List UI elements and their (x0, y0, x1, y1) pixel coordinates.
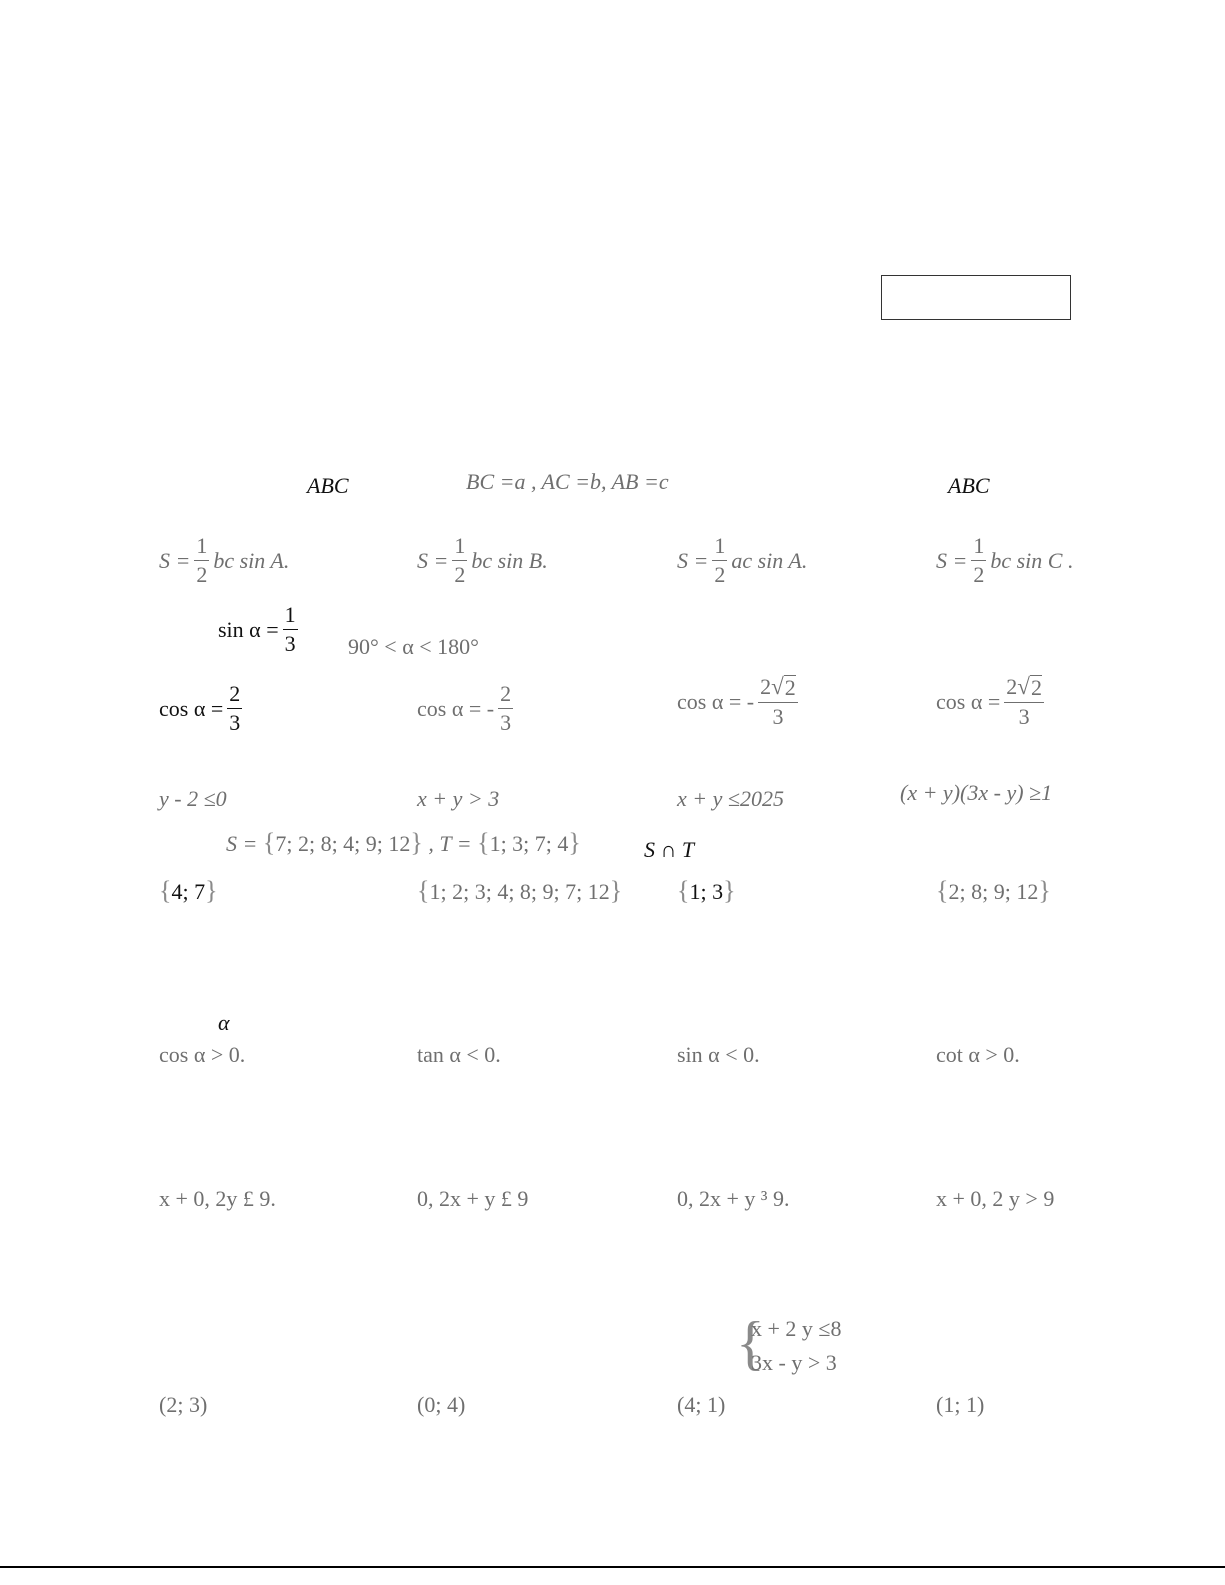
cos-option-c: cos α = - 2 √ 2 3 (677, 673, 796, 730)
alpha-option-d: cot α > 0. (936, 1042, 1020, 1067)
ineq-option-d: (x + y)(3x - y) ≥1 (900, 780, 1053, 805)
cos-option-b: cos α = - $\frac{2}{3}$ (417, 681, 512, 735)
linear-option-c: 0, 2x + y ³ 9. (677, 1186, 790, 1211)
sets-option-b: {1; 2; 3; 4; 8; 9; 7; 12} (417, 876, 623, 905)
page-bottom-rule (0, 1566, 1225, 1568)
alpha-option-b: tan α < 0. (417, 1042, 501, 1067)
alpha-option-a: cos α > 0. (159, 1042, 246, 1067)
triangle-sides: BC =a , AC =b, AB =c (466, 469, 669, 494)
sets-intersection: S ∩ T (644, 837, 695, 862)
ineq-option-b: x + y > 3 (417, 786, 500, 811)
cos-option-d: cos α = 2 √ 2 3 (936, 673, 1042, 730)
system-option-a: (2; 3) (159, 1392, 208, 1417)
sets-option-d: {2; 8; 9; 12} (936, 876, 1051, 905)
cos-option-a: cos α = $\frac{2}{3}$ (159, 681, 241, 735)
triangle-label-left: ABC (307, 473, 349, 498)
sets-option-c: {1; 3} (677, 876, 736, 905)
system-brace: { (736, 1310, 765, 1376)
area-option-b: S = $\frac{1}{2}$ bc sin B. (417, 533, 548, 587)
ineq-option-c: x + y ≤2025 (677, 786, 784, 811)
triangle-label-right: ABC (948, 473, 990, 498)
alpha-option-c: sin α < 0. (677, 1042, 760, 1067)
answer-box (881, 275, 1071, 320)
area-option-d: S = $\frac{1}{2}$ bc sin C . (936, 533, 1074, 587)
area-option-a: S = $\frac{1}{2}$ bc sin A. (159, 533, 290, 587)
system-option-d: (1; 1) (936, 1392, 985, 1417)
ineq-option-a: y - 2 ≤0 (159, 786, 227, 811)
area-option-c: S = $\frac{1}{2}$ ac sin A. (677, 533, 808, 587)
angle-condition: 90° < α < 180° (348, 634, 479, 659)
system-line-1: x + 2 y ≤8 (751, 1316, 842, 1341)
sin-given: sin α = $\frac{1}{3}$ (218, 602, 296, 656)
linear-option-a: x + 0, 2y £ 9. (159, 1186, 276, 1211)
linear-option-b: 0, 2x + y £ 9 (417, 1186, 529, 1211)
sets-definition: S = {7; 2; 8; 4; 9; 12} , T = {1; 3; 7; 4} (226, 828, 581, 857)
sets-option-a: {4; 7} (159, 876, 218, 905)
linear-option-d: x + 0, 2 y > 9 (936, 1186, 1055, 1211)
alpha-symbol: α (218, 1010, 230, 1035)
system-line-2: 3x - y > 3 (751, 1350, 837, 1375)
system-option-b: (0; 4) (417, 1392, 466, 1417)
system-option-c: (4; 1) (677, 1392, 726, 1417)
